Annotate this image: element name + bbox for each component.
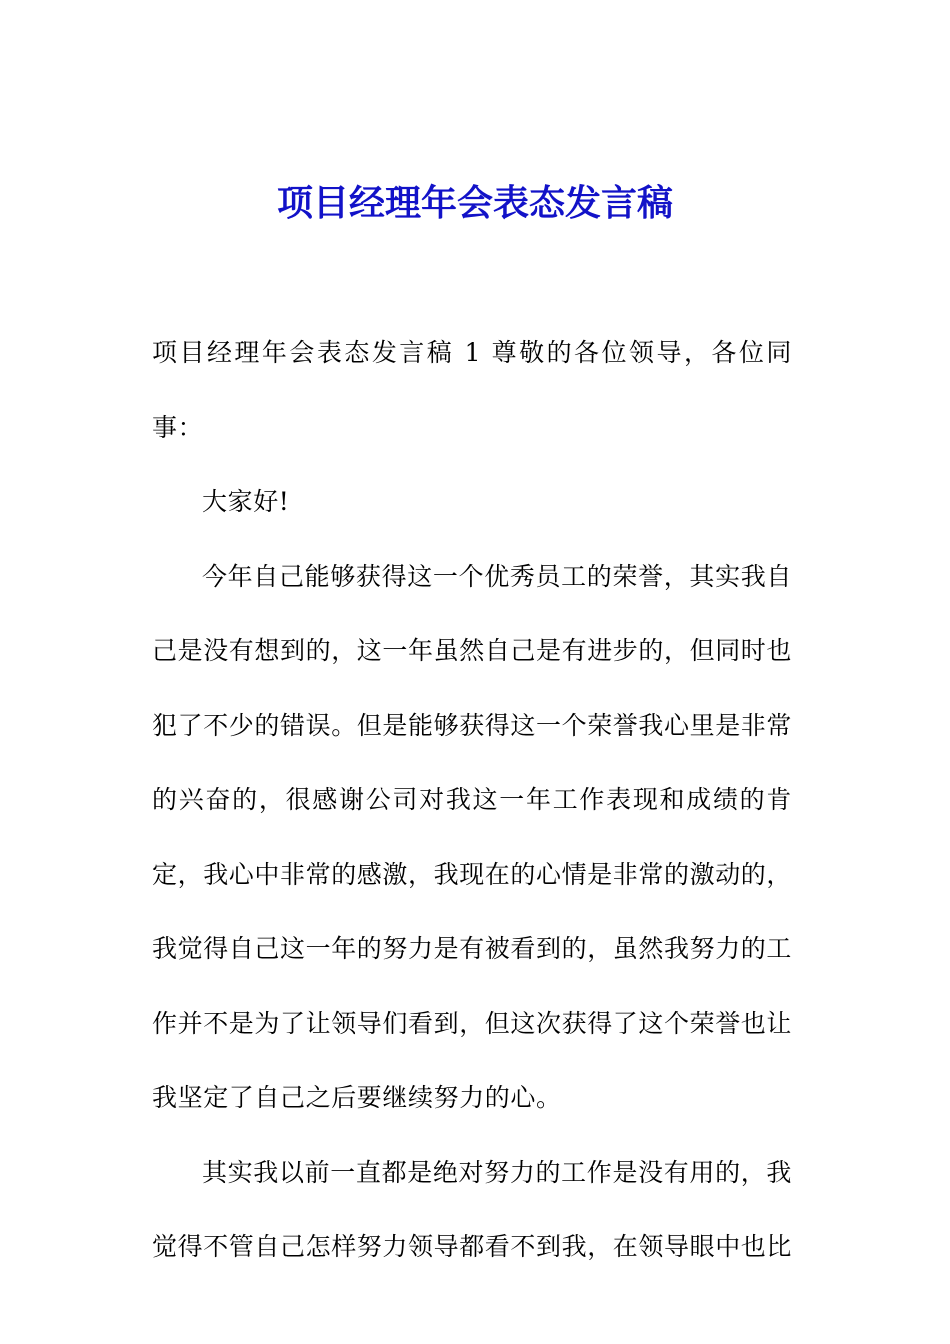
paragraph-greeting: 大家好! [202, 487, 290, 516]
paragraph-body-1: 今年自己能够获得这一个优秀员工的荣誉，其实我自己是没有想到的，这一年虽然自己是有进步的，但同时也犯了不少的错误。但是能够获得这一个荣誉我心里是非常的兴奋的，很感谢公司对我这一年工作表现和成绩的肯定，我心中非常的感激，我现在的心情是非常的激动的，我觉得自己这一年的努力是有被看到的，虽然我努力的工作并不是为了让领导们看到，但这次获得了这个荣誉也让我坚定了自己之后要继续努力的心。 [152, 561, 793, 1112]
paragraph-body-2: 其实我以前一直都是绝对努力的工作是没有用的，我觉得不管自己怎样努力领导都看不到我，在领导眼中也比 [152, 1157, 793, 1261]
document-body [152, 316, 792, 1285]
paragraph-salutation: 项目经理年会表态发言稿 1 尊敬的各位领导，各位同事： [152, 338, 792, 442]
document-title: 项目经理年会表态发言稿 [276, 183, 673, 224]
